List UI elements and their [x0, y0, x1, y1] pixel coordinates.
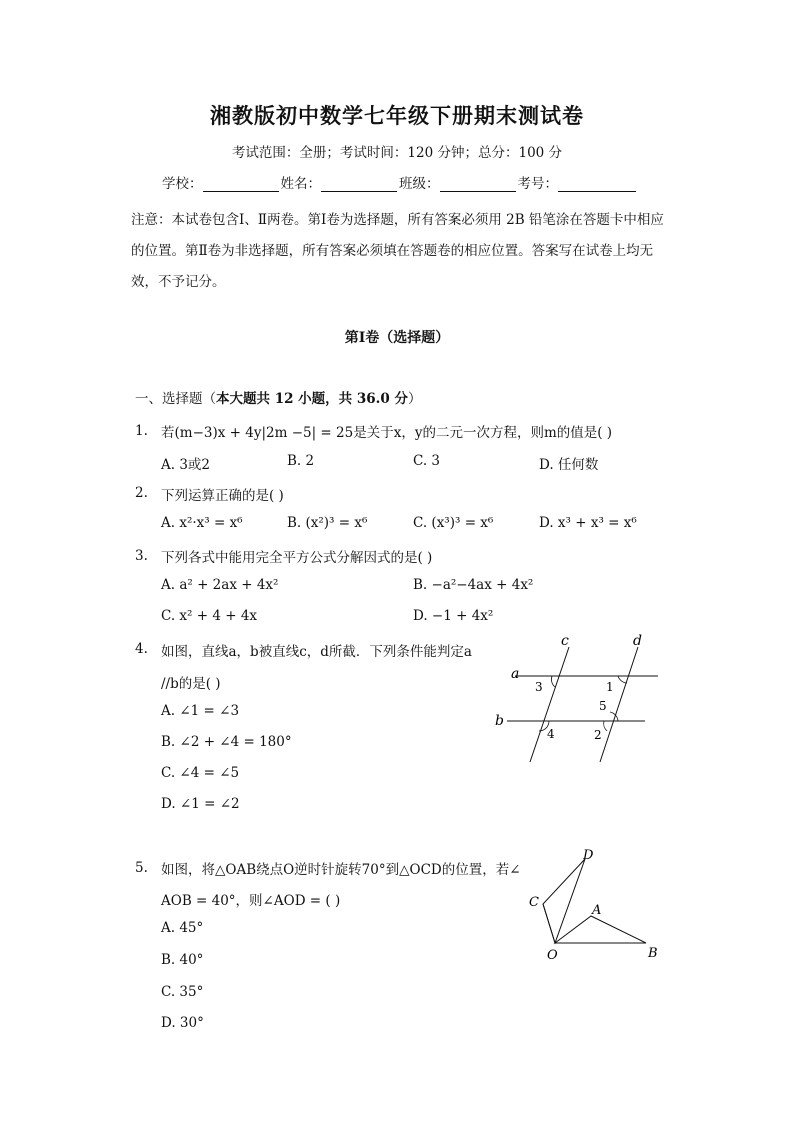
label-C: C [529, 895, 539, 910]
exam-notice: 注意：本试卷包含Ⅰ、Ⅱ两卷。第Ⅰ卷为选择题，所有答案必须用 2B 铅笔涂在答题卡中相应的位置。第Ⅱ卷为非选择题，所有答案必须填在答题卷的相应位置。答案写在试卷上均无效，不予记分。 [131, 212, 664, 290]
student-info-line [162, 172, 638, 192]
school-blank[interactable] [203, 177, 279, 192]
school-label: 学校： [162, 176, 203, 192]
angle-2-arc [604, 721, 607, 731]
label-1: 1 [606, 680, 614, 694]
label-b: b [495, 713, 504, 729]
question-5-stem-line2: AOB = 40°，则∠AOD = ( ) [161, 893, 341, 909]
label-c: c [561, 633, 569, 649]
page-title: 湘教版初中数学七年级下册期末测试卷 [210, 103, 584, 128]
q3-option-c[interactable]: C. x² + 4 + 4x [161, 608, 258, 624]
label-4: 4 [547, 727, 555, 741]
q4-option-c[interactable]: C. ∠4 = ∠5 [161, 765, 240, 781]
part-suffix: ） [407, 391, 422, 407]
segment-oc [543, 904, 555, 943]
part-detail: 本大题共 12 小题，共 36.0 分 [216, 391, 408, 407]
question-number: 2. [135, 485, 148, 501]
label-d: d [633, 633, 642, 649]
part-heading [135, 387, 421, 407]
rotation-figure [520, 842, 670, 967]
question-number: 3. [135, 548, 148, 564]
question-3-stem: 下列各式中能用完全平方公式分解因式的是( ) [161, 550, 433, 566]
label-2: 2 [594, 728, 602, 742]
section-title: 第Ⅰ卷（选择题） [344, 330, 450, 346]
q1-option-b[interactable]: B. 2 [287, 453, 315, 469]
q4-option-b[interactable]: B. ∠2 + ∠4 = 180° [161, 734, 292, 750]
class-blank[interactable] [440, 177, 516, 192]
q1-option-c[interactable]: C. 3 [413, 453, 441, 469]
question-number: 4. [135, 641, 148, 657]
triangle-ocd [543, 859, 585, 943]
q2-option-b[interactable]: B. (x²)³ = x⁶ [287, 515, 368, 531]
q4-option-d[interactable]: D. ∠1 = ∠2 [161, 796, 240, 812]
q1-option-d[interactable]: D. 任何数 [539, 457, 599, 473]
q5-option-a[interactable]: A. 45° [161, 920, 204, 936]
triangle-oab [555, 916, 646, 943]
q3-option-d[interactable]: D. −1 + 4x² [413, 608, 494, 624]
label-B: B [648, 946, 658, 961]
angle-1-arc [618, 676, 627, 683]
question-4-stem-line2: //b的是( ) [161, 676, 221, 692]
line-c [530, 647, 569, 762]
q2-option-a[interactable]: A. x²·x³ = x⁶ [161, 515, 243, 531]
class-label: 班级： [399, 176, 440, 192]
q5-option-b[interactable]: B. 40° [161, 952, 204, 968]
question-1-stem: 若(m−3)x + 4y|2m −5| = 25是关于x，y的二元一次方程，则m的值是( ) [161, 425, 613, 441]
q5-option-d[interactable]: D. 30° [161, 1015, 204, 1031]
label-A: A [592, 903, 602, 918]
question-5-stem-line1: 如图，将△OAB绕点O逆时针旋转70°到△OCD的位置，若∠ [161, 862, 521, 878]
q2-option-c[interactable]: C. (x³)³ = x⁶ [413, 515, 494, 531]
id-label: 考号： [517, 176, 558, 192]
part-prefix: 一、选择题（ [135, 391, 216, 407]
question-2-stem: 下列运算正确的是( ) [161, 488, 284, 504]
label-a: a [511, 666, 520, 682]
q4-option-a[interactable]: A. ∠1 = ∠3 [161, 703, 240, 719]
label-3: 3 [535, 680, 543, 694]
label-D: D [583, 848, 594, 863]
q5-option-c[interactable]: C. 35° [161, 984, 204, 1000]
id-blank[interactable] [558, 177, 636, 192]
question-number: 1. [135, 423, 148, 439]
parallel-lines-figure [490, 630, 670, 770]
name-blank[interactable] [321, 177, 397, 192]
q3-option-b[interactable]: B. −a²−4ax + 4x² [413, 577, 534, 593]
question-number: 5. [135, 860, 148, 876]
angle-3-arc [551, 676, 555, 687]
q1-option-a[interactable]: A. 3或2 [161, 457, 211, 473]
name-label: 姓名： [280, 176, 321, 192]
question-4-stem-line1: 如图，直线a，b被直线c，d所截．下列条件能判定a [161, 644, 472, 660]
exam-subtitle: 考试范围：全册；考试时间：120 分钟；总分：100 分 [231, 145, 563, 161]
label-5: 5 [599, 699, 607, 713]
label-O: O [547, 948, 558, 963]
q2-option-d[interactable]: D. x³ + x³ = x⁶ [539, 515, 637, 531]
q3-option-a[interactable]: A. a² + 2ax + 4x² [161, 577, 279, 593]
